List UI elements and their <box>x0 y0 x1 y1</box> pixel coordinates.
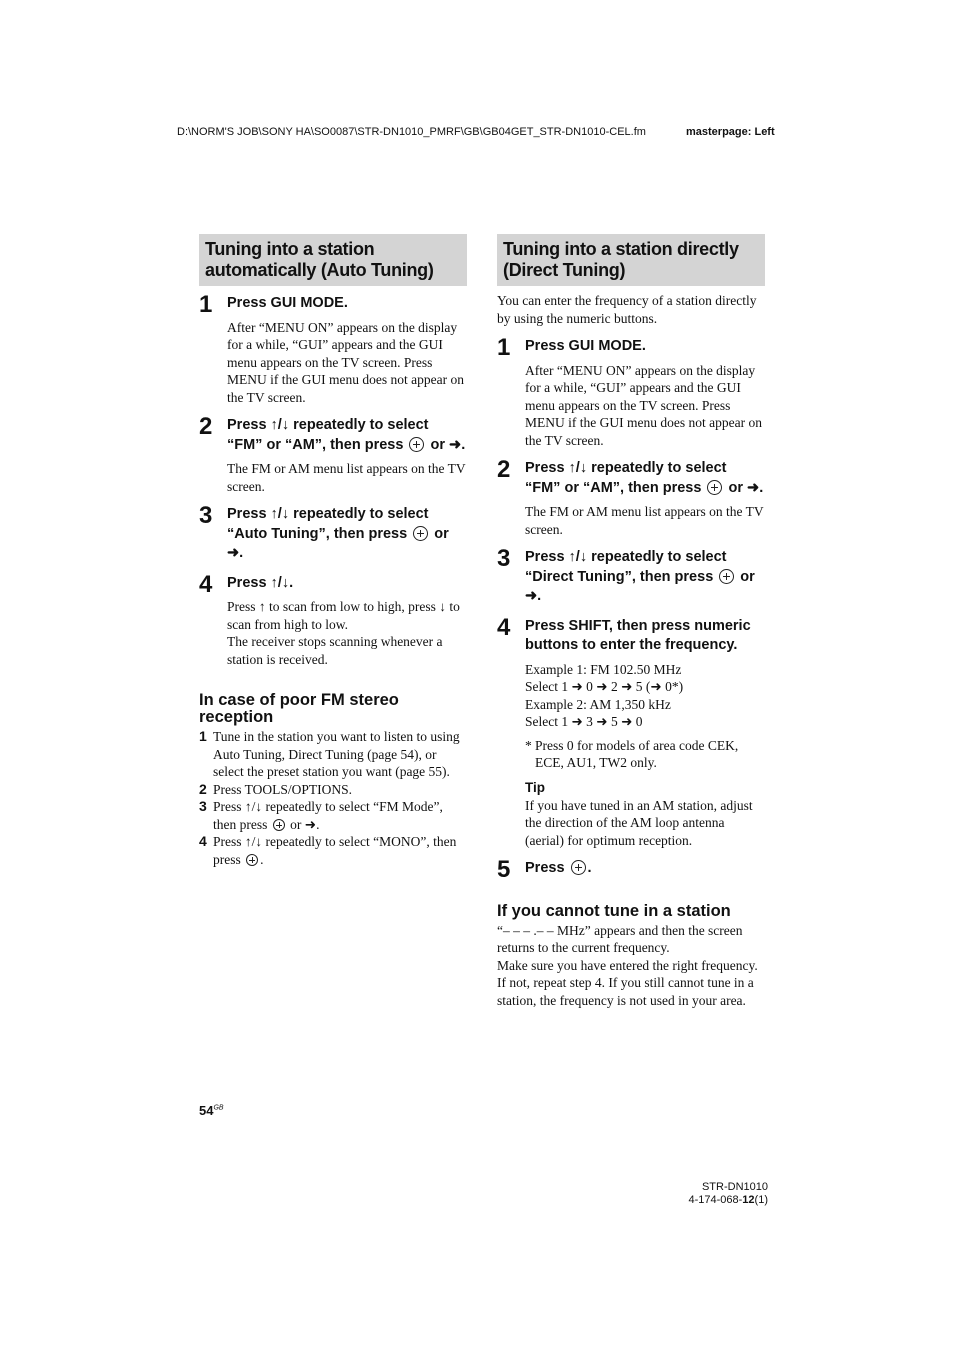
poor-fm-item-4: 4 Press ↑/↓ repeatedly to select “MONO”, then press . <box>199 833 457 867</box>
enter-plus-icon <box>246 854 258 866</box>
right-arrow-icon: ➜ <box>747 479 760 496</box>
step-title: Press ↑/↓ repeatedly to select “Direct Tuning”, then press or ➜. <box>525 549 755 604</box>
auto-step-3 <box>199 502 467 564</box>
masterpage-label: masterpage: Left <box>686 126 775 138</box>
right-arrow-icon: ➜ <box>304 816 317 832</box>
direct-step-1 <box>497 334 765 449</box>
up-down-arrow-icon: ↑/↓ <box>568 460 588 476</box>
enter-plus-icon <box>707 480 722 495</box>
auto-tuning-title: Tuning into a station automatically (Auto Tuning) <box>199 234 467 286</box>
cannot-tune-p1: “– – – .– – MHz” appears and then the screen returns to the current frequency. <box>497 922 743 955</box>
direct-step-5 <box>497 856 765 883</box>
up-down-arrow-icon: ↑/↓ <box>270 417 290 433</box>
step-number: 3 <box>199 502 213 529</box>
step-body: The FM or AM menu list appears on the TV screen. <box>227 461 466 494</box>
step-number: 4 <box>199 570 213 598</box>
step-body: The FM or AM menu list appears on the TV screen. <box>525 504 764 537</box>
step-number: 2 <box>199 413 213 440</box>
direct-step-3 <box>497 545 765 607</box>
direct-tuning-section <box>497 234 765 1009</box>
page-number: $54^{GB}$ <box>199 1103 224 1118</box>
enter-plus-icon <box>719 569 734 584</box>
up-down-arrow-icon: ↑/↓ <box>270 506 290 522</box>
step-title: Press GUI MODE. <box>525 338 646 354</box>
poor-fm-item-1: 1 Tune in the station you want to listen to using Auto Tuning, Direct Tuning (page 54), or select the preset station you want (page 55). <box>199 728 460 779</box>
poor-fm-item-3: 3 Press ↑/↓ repeatedly to select “FM Mode”, then press or ➜. <box>199 798 443 832</box>
poor-fm-item-2: 2 Press TOOLS/OPTIONS. <box>199 780 353 797</box>
step-title: Press GUI MODE. <box>227 295 348 311</box>
select-sequence-1: Select 1 ➜ 0 ➜ 2 ➜ 5 (➜ 0*) <box>525 679 684 694</box>
enter-plus-icon <box>409 437 424 452</box>
direct-tuning-intro: You can enter the frequency of a station directly by using the numeric buttons. <box>497 293 757 326</box>
cannot-tune-heading: If you cannot tune in a station <box>497 901 731 920</box>
right-arrow-icon: ➜ <box>525 588 538 604</box>
down-arrow-icon: ↓ <box>439 599 446 614</box>
right-arrow-icon: ➜ <box>449 436 462 453</box>
step-title: Press ↑/↓ repeatedly to select “FM” or “AM”, then press or ➜. <box>525 460 764 496</box>
step-title: Press . <box>525 860 592 876</box>
enter-plus-icon <box>413 526 428 541</box>
step-title: Press ↑/↓. <box>227 574 294 591</box>
auto-tuning-section <box>199 234 467 868</box>
up-down-arrow-icon: ↑/↓ <box>568 549 588 565</box>
up-down-arrow-icon: ↑/↓ <box>244 834 263 849</box>
enter-plus-icon <box>571 860 586 875</box>
tip-heading: Tip <box>525 779 545 795</box>
file-path: D:\NORM'S JOB\SONY HA\SO0087\STR-DN1010_PMRF\GB\GB04GET_STR-DN1010-CEL.fm <box>177 126 646 138</box>
step-number: 4 <box>497 613 511 641</box>
auto-step-4 <box>199 570 467 669</box>
select-sequence-2: Select 1 ➜ 3 ➜ 5 ➜ 0 <box>525 714 643 729</box>
up-arrow-icon: ↑ <box>258 599 266 614</box>
step-title: Press ↑/↓ repeatedly to select “Auto Tuning”, then press or ➜. <box>227 506 449 561</box>
step-title: Press ↑/↓ repeatedly to select “FM” or “AM”, then press or ➜. <box>227 417 466 453</box>
step-number: 2 <box>497 456 511 483</box>
direct-step-2 <box>497 456 765 538</box>
direct-step-4 <box>497 613 765 850</box>
direct-tuning-title: Tuning into a station directly (Direct Tuning) <box>497 234 765 286</box>
step-number: 1 <box>199 291 213 318</box>
step-body: Press ↑ to scan from low to high, press ↓ to scan from high to low. The receiver stops scanning whenever a station is received. <box>227 599 460 667</box>
footnote: * Press 0 for models of area code CEK, ECE, AU1, TW2 only. <box>525 737 739 770</box>
step-body: After “MENU ON” appears on the display for a while, “GUI” appears and the GUI menu appears on the TV screen. Press MENU if the GUI menu does not appear on the TV screen. <box>227 319 464 405</box>
example-2: Example 2: AM 1,350 kHz <box>525 696 671 712</box>
step-number: 3 <box>497 545 511 572</box>
footer-model-code: STR-DN1010 4-174-068-12(1) <box>688 1181 768 1206</box>
poor-fm-heading: In case of poor FM stereo reception <box>199 691 399 726</box>
right-arrow-icon: ➜ <box>227 545 240 561</box>
step-number: 1 <box>497 334 511 361</box>
step-title: Press SHIFT, then press numeric buttons to enter the frequency. <box>525 617 751 653</box>
auto-step-2 <box>199 413 467 495</box>
step-number: 5 <box>497 856 511 883</box>
step-body <box>525 661 765 731</box>
cannot-tune-p2: Make sure you have entered the right frequency. If not, repeat step 4. If you still cannot tune in a station, the frequency is not used in your area. <box>497 957 758 1008</box>
example-1: Example 1: FM 102.50 MHz <box>525 661 682 677</box>
up-down-arrow-icon: ↑/↓ <box>244 799 263 814</box>
enter-plus-icon <box>273 819 285 831</box>
step-body: After “MENU ON” appears on the display for a while, “GUI” appears and the GUI menu appears on the TV screen. Press MENU if the GUI menu does not appear on the TV screen. <box>525 362 762 448</box>
up-down-arrow-icon: ↑/↓ <box>270 574 290 591</box>
tip-body: If you have tuned in an AM station, adjust the direction of the AM loop antenna (aerial) for optimum reception. <box>525 797 753 848</box>
auto-step-1 <box>199 291 467 406</box>
